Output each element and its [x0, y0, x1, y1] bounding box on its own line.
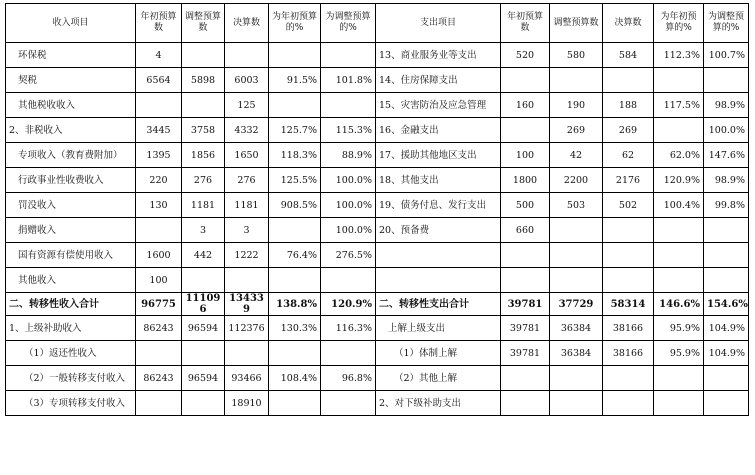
- expense-pct-initial-cell: [654, 391, 704, 416]
- expense-pct-initial-cell: [654, 118, 704, 143]
- expense-pct-initial-cell: 120.9%: [654, 168, 704, 193]
- income-final-cell: 18910: [225, 391, 269, 416]
- income-final-cell: 276: [225, 168, 269, 193]
- expense-item-cell: 13、商业服务业等支出: [376, 43, 501, 68]
- income-adjusted-budget-cell: 1181: [182, 193, 225, 218]
- income-item-cell: （3）专项转移支付收入: [6, 391, 136, 416]
- expense-pct-initial-cell: [654, 218, 704, 243]
- income-pct-initial-cell: [269, 391, 321, 416]
- expense-final-cell: [603, 366, 654, 391]
- expense-final-cell: 62: [603, 143, 654, 168]
- income-final-cell: 4332: [225, 118, 269, 143]
- header-expense-pct-initial: 为年初预算的%: [654, 4, 704, 43]
- expense-pct-adjusted-cell: 104.9%: [704, 341, 749, 366]
- table-row: [6, 316, 749, 341]
- income-item-cell: 1、上级补助收入: [6, 316, 136, 341]
- expense-adjusted-budget-cell: 2200: [550, 168, 603, 193]
- expense-final-cell: [603, 218, 654, 243]
- expense-initial-budget-cell: 39781: [501, 341, 550, 366]
- income-initial-budget-cell: 3445: [136, 118, 182, 143]
- expense-initial-budget-cell: [501, 366, 550, 391]
- expense-initial-budget-cell: 39781: [501, 316, 550, 341]
- expense-adjusted-budget-cell: 190: [550, 93, 603, 118]
- income-pct-initial-cell: 108.4%: [269, 366, 321, 391]
- expense-adjusted-budget-cell: 269: [550, 118, 603, 143]
- expense-pct-initial-cell: [654, 243, 704, 268]
- expense-pct-initial-cell: [654, 366, 704, 391]
- income-final-cell: 1181: [225, 193, 269, 218]
- income-pct-initial-cell: 125.7%: [269, 118, 321, 143]
- expense-final-cell: 38166: [603, 341, 654, 366]
- expense-initial-budget-cell: 100: [501, 143, 550, 168]
- expense-pct-initial-cell: 117.5%: [654, 93, 704, 118]
- expense-adjusted-budget-cell: 42: [550, 143, 603, 168]
- expense-initial-budget-cell: 160: [501, 93, 550, 118]
- income-adjusted-budget-cell: 111096: [182, 293, 225, 316]
- income-initial-budget-cell: 1395: [136, 143, 182, 168]
- expense-final-cell: 502: [603, 193, 654, 218]
- header-row: [6, 4, 749, 43]
- expense-pct-adjusted-cell: 98.9%: [704, 168, 749, 193]
- income-adjusted-budget-cell: 442: [182, 243, 225, 268]
- income-pct-adjusted-cell: 100.0%: [321, 218, 376, 243]
- table-row: [6, 168, 749, 193]
- expense-item-cell: （1）体制上解: [376, 341, 501, 366]
- expense-adjusted-budget-cell: [550, 218, 603, 243]
- header-expense-initial-budget: 年初预算数: [501, 4, 550, 43]
- table-row: [6, 366, 749, 391]
- income-adjusted-budget-cell: 3758: [182, 118, 225, 143]
- income-pct-adjusted-cell: [321, 391, 376, 416]
- income-initial-budget-cell: [136, 341, 182, 366]
- expense-pct-adjusted-cell: [704, 366, 749, 391]
- expense-adjusted-budget-cell: [550, 268, 603, 293]
- income-initial-budget-cell: 130: [136, 193, 182, 218]
- header-expense-final: 决算数: [603, 4, 654, 43]
- income-pct-adjusted-cell: [321, 93, 376, 118]
- expense-pct-adjusted-cell: 98.9%: [704, 93, 749, 118]
- income-item-cell: 专项收入（教育费附加）: [6, 143, 136, 168]
- income-pct-initial-cell: 908.5%: [269, 193, 321, 218]
- income-adjusted-budget-cell: [182, 341, 225, 366]
- header-expense-item: 支出项目: [376, 4, 501, 43]
- expense-final-cell: [603, 268, 654, 293]
- expense-adjusted-budget-cell: 503: [550, 193, 603, 218]
- expense-initial-budget-cell: 520: [501, 43, 550, 68]
- expense-item-cell: 14、住房保障支出: [376, 68, 501, 93]
- expense-final-cell: 269: [603, 118, 654, 143]
- income-pct-initial-cell: [269, 93, 321, 118]
- income-pct-initial-cell: 118.3%: [269, 143, 321, 168]
- income-final-cell: 1222: [225, 243, 269, 268]
- table-row: [6, 243, 749, 268]
- expense-pct-adjusted-cell: 104.9%: [704, 316, 749, 341]
- income-initial-budget-cell: 86243: [136, 366, 182, 391]
- income-pct-initial-cell: 76.4%: [269, 243, 321, 268]
- table-row: [6, 43, 749, 68]
- expense-initial-budget-cell: 660: [501, 218, 550, 243]
- expense-pct-adjusted-cell: 99.8%: [704, 193, 749, 218]
- table-row: [6, 268, 749, 293]
- income-item-cell: 环保税: [6, 43, 136, 68]
- header-income-initial-budget: 年初预算数: [136, 4, 182, 43]
- income-initial-budget-cell: [136, 93, 182, 118]
- income-initial-budget-cell: 1600: [136, 243, 182, 268]
- income-pct-adjusted-cell: 276.5%: [321, 243, 376, 268]
- income-final-cell: 112376: [225, 316, 269, 341]
- expense-final-cell: 188: [603, 93, 654, 118]
- table-row: [6, 143, 749, 168]
- expense-item-cell: 15、灾害防治及应急管理: [376, 93, 501, 118]
- income-pct-initial-cell: 91.5%: [269, 68, 321, 93]
- income-pct-adjusted-cell: 100.0%: [321, 193, 376, 218]
- income-final-cell: 134339: [225, 293, 269, 316]
- income-pct-adjusted-cell: [321, 43, 376, 68]
- table-row: [6, 293, 749, 316]
- income-item-cell: 罚没收入: [6, 193, 136, 218]
- expense-pct-adjusted-cell: 100.7%: [704, 43, 749, 68]
- expense-final-cell: [603, 68, 654, 93]
- expense-final-cell: 2176: [603, 168, 654, 193]
- expense-pct-adjusted-cell: [704, 218, 749, 243]
- expense-item-cell: 二、转移性支出合计: [376, 293, 501, 316]
- income-item-cell: （2）一般转移支付收入: [6, 366, 136, 391]
- expense-pct-initial-cell: [654, 268, 704, 293]
- income-pct-initial-cell: [269, 218, 321, 243]
- income-initial-budget-cell: 4: [136, 43, 182, 68]
- income-initial-budget-cell: 100: [136, 268, 182, 293]
- income-pct-adjusted-cell: 115.3%: [321, 118, 376, 143]
- expense-initial-budget-cell: 39781: [501, 293, 550, 316]
- expense-adjusted-budget-cell: [550, 68, 603, 93]
- header-expense-adjusted-budget: 调整预算数: [550, 4, 603, 43]
- income-adjusted-budget-cell: 5898: [182, 68, 225, 93]
- income-pct-adjusted-cell: 88.9%: [321, 143, 376, 168]
- expense-pct-initial-cell: 95.9%: [654, 316, 704, 341]
- income-final-cell: [225, 268, 269, 293]
- expense-final-cell: 38166: [603, 316, 654, 341]
- income-adjusted-budget-cell: 96594: [182, 316, 225, 341]
- income-adjusted-budget-cell: [182, 268, 225, 293]
- income-adjusted-budget-cell: 96594: [182, 366, 225, 391]
- table-row: [6, 391, 749, 416]
- income-pct-adjusted-cell: [321, 341, 376, 366]
- table-row: [6, 118, 749, 143]
- expense-item-cell: 19、债务付息、发行支出: [376, 193, 501, 218]
- table-row: [6, 341, 749, 366]
- income-adjusted-budget-cell: 276: [182, 168, 225, 193]
- income-item-cell: 其他税收收入: [6, 93, 136, 118]
- income-final-cell: 1650: [225, 143, 269, 168]
- expense-item-cell: [376, 268, 501, 293]
- expense-pct-initial-cell: 95.9%: [654, 341, 704, 366]
- income-pct-adjusted-cell: 100.0%: [321, 168, 376, 193]
- income-final-cell: 93466: [225, 366, 269, 391]
- income-pct-adjusted-cell: [321, 268, 376, 293]
- income-initial-budget-cell: 220: [136, 168, 182, 193]
- income-item-cell: 契税: [6, 68, 136, 93]
- expense-final-cell: [603, 391, 654, 416]
- income-final-cell: [225, 341, 269, 366]
- expense-initial-budget-cell: [501, 243, 550, 268]
- income-final-cell: 6003: [225, 68, 269, 93]
- header-income-pct-initial: 为年初预算的%: [269, 4, 321, 43]
- expense-item-cell: [376, 243, 501, 268]
- expense-initial-budget-cell: [501, 391, 550, 416]
- income-adjusted-budget-cell: [182, 391, 225, 416]
- header-income-adjusted-budget: 调整预算数: [182, 4, 225, 43]
- table-row: [6, 68, 749, 93]
- expense-initial-budget-cell: [501, 68, 550, 93]
- expense-adjusted-budget-cell: 36384: [550, 341, 603, 366]
- income-pct-initial-cell: [269, 341, 321, 366]
- income-adjusted-budget-cell: [182, 43, 225, 68]
- income-pct-adjusted-cell: 116.3%: [321, 316, 376, 341]
- expense-adjusted-budget-cell: 37729: [550, 293, 603, 316]
- income-final-cell: [225, 43, 269, 68]
- expense-pct-initial-cell: 112.3%: [654, 43, 704, 68]
- income-initial-budget-cell: 6564: [136, 68, 182, 93]
- expense-pct-initial-cell: [654, 68, 704, 93]
- expense-adjusted-budget-cell: 36384: [550, 316, 603, 341]
- income-initial-budget-cell: 86243: [136, 316, 182, 341]
- expense-item-cell: 2、对下级补助支出: [376, 391, 501, 416]
- header-income-item: 收入项目: [6, 4, 136, 43]
- income-pct-adjusted-cell: 96.8%: [321, 366, 376, 391]
- expense-pct-adjusted-cell: [704, 243, 749, 268]
- expense-initial-budget-cell: 1800: [501, 168, 550, 193]
- income-item-cell: 捐赠收入: [6, 218, 136, 243]
- expense-item-cell: 17、援助其他地区支出: [376, 143, 501, 168]
- expense-adjusted-budget-cell: 580: [550, 43, 603, 68]
- expense-initial-budget-cell: 500: [501, 193, 550, 218]
- income-pct-initial-cell: 125.5%: [269, 168, 321, 193]
- budget-table: [5, 3, 749, 416]
- income-final-cell: 3: [225, 218, 269, 243]
- expense-item-cell: 16、金融支出: [376, 118, 501, 143]
- income-pct-initial-cell: [269, 268, 321, 293]
- income-initial-budget-cell: [136, 391, 182, 416]
- expense-pct-adjusted-cell: [704, 68, 749, 93]
- income-item-cell: 其他收入: [6, 268, 136, 293]
- expense-adjusted-budget-cell: [550, 366, 603, 391]
- expense-pct-adjusted-cell: 154.6%: [704, 293, 749, 316]
- income-item-cell: 行政事业性收费收入: [6, 168, 136, 193]
- expense-item-cell: 18、其他支出: [376, 168, 501, 193]
- income-pct-initial-cell: 138.8%: [269, 293, 321, 316]
- expense-initial-budget-cell: [501, 118, 550, 143]
- expense-adjusted-budget-cell: [550, 391, 603, 416]
- income-adjusted-budget-cell: 3: [182, 218, 225, 243]
- income-item-cell: 2、非税收入: [6, 118, 136, 143]
- income-item-cell: 二、转移性收入合计: [6, 293, 136, 316]
- income-initial-budget-cell: 96775: [136, 293, 182, 316]
- table-row: [6, 218, 749, 243]
- income-adjusted-budget-cell: 1856: [182, 143, 225, 168]
- expense-pct-adjusted-cell: [704, 391, 749, 416]
- expense-initial-budget-cell: [501, 268, 550, 293]
- expense-pct-adjusted-cell: 147.6%: [704, 143, 749, 168]
- expense-pct-adjusted-cell: [704, 268, 749, 293]
- income-final-cell: 125: [225, 93, 269, 118]
- header-expense-pct-adjusted: 为调整预算的%: [704, 4, 749, 43]
- income-pct-adjusted-cell: 101.8%: [321, 68, 376, 93]
- expense-adjusted-budget-cell: [550, 243, 603, 268]
- expense-item-cell: 20、预备费: [376, 218, 501, 243]
- table-row: [6, 93, 749, 118]
- table-row: [6, 193, 749, 218]
- expense-final-cell: [603, 243, 654, 268]
- expense-final-cell: 58314: [603, 293, 654, 316]
- income-pct-initial-cell: 130.3%: [269, 316, 321, 341]
- income-item-cell: 国有资源有偿使用收入: [6, 243, 136, 268]
- income-item-cell: （1）返还性收入: [6, 341, 136, 366]
- header-income-pct-adjusted: 为调整预算的%: [321, 4, 376, 43]
- expense-pct-initial-cell: 100.4%: [654, 193, 704, 218]
- expense-pct-initial-cell: 146.6%: [654, 293, 704, 316]
- income-initial-budget-cell: [136, 218, 182, 243]
- expense-final-cell: 584: [603, 43, 654, 68]
- header-income-final: 决算数: [225, 4, 269, 43]
- expense-item-cell: 上解上级支出: [376, 316, 501, 341]
- income-pct-initial-cell: [269, 43, 321, 68]
- income-adjusted-budget-cell: [182, 93, 225, 118]
- expense-item-cell: （2）其他上解: [376, 366, 501, 391]
- expense-pct-adjusted-cell: 100.0%: [704, 118, 749, 143]
- income-pct-adjusted-cell: 120.9%: [321, 293, 376, 316]
- expense-pct-initial-cell: 62.0%: [654, 143, 704, 168]
